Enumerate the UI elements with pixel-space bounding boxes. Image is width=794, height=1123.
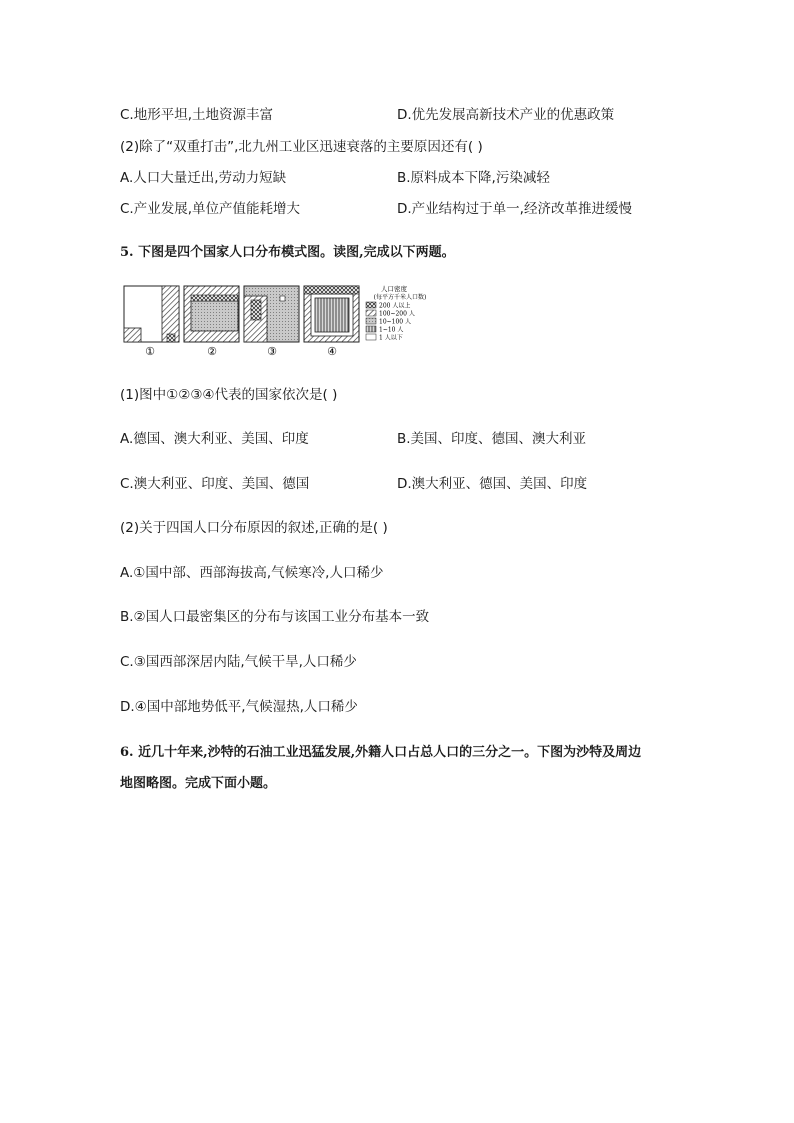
q6-stem-line-2: 地图略图。完成下面小题。 [120,776,277,791]
q5-sub1-option-a: A.德国、澳大利亚、美国、印度 [120,431,309,447]
population-distribution-figure [122,284,444,358]
q5-sub2-option-b: B.②国人口最密集区的分布与该国工业分布基本一致 [120,609,430,625]
legend-item-4: 1~10 人 [379,326,404,334]
q5-sub2-stem: (2)关于四国人口分布原因的叙述,正确的是( ) [120,520,388,536]
q5-sub1-stem: (1)图中①②③④代表的国家依次是( ) [120,387,338,403]
legend-item-5: 1 人以下 [379,334,403,342]
legend-swatch-3 [366,318,376,324]
q5-sub2-option-a: A.①国中部、西部海拔高,气候寒冷,人口稀少 [120,565,384,581]
legend-swatch-5 [366,334,376,340]
panel-label-4: ④ [327,345,337,358]
panel-label-2: ② [207,345,217,358]
legend-swatch-2 [366,310,376,316]
q4-sub2-option-b: B.原料成本下降,污染减轻 [397,170,550,186]
q6-stem-line-1: 6. 近几十年来,沙特的石油工业迅猛发展,外籍人口占总人口的三分之一。下图为沙特及周边 [120,745,642,760]
q5-sub2-option-c: C.③国西部深居内陆,气候干旱,人口稀少 [120,654,357,670]
legend-subtitle: (每平方千米人口数) [373,294,427,301]
q5-sub1-option-d: D.澳大利亚、德国、美国、印度 [397,476,588,492]
q4-option-c: C.地形平坦,土地资源丰富 [120,107,274,123]
q4-option-d: D.优先发展高新技术产业的优惠政策 [397,107,615,123]
q4-sub2-option-a: A.人口大量迁出,劳动力短缺 [120,170,287,186]
q5-sub1-option-b: B.美国、印度、德国、澳大利亚 [397,431,587,447]
q4-sub2-option-c: C.产业发展,单位产值能耗增大 [120,201,301,217]
figure-panel-3 [244,286,299,342]
figure-panel-1 [124,286,179,342]
panel-label-3: ③ [267,345,277,358]
q4-sub2-stem: (2)除了“双重打击”,北九州工业区迅速衰落的主要原因还有( ) [120,139,483,155]
panel-label-1: ① [145,345,155,358]
q5-stem: 5. 下图是四个国家人口分布模式图。读图,完成以下两题。 [120,245,455,260]
legend-item-1: 200 人以上 [379,302,411,310]
legend-swatch-1 [366,302,376,308]
legend-title: 人口密度 [381,285,407,293]
q4-sub2-option-d: D.产业结构过于单一,经济改革推进缓慢 [397,201,632,217]
figure-legend [366,284,426,342]
q5-sub2-option-d: D.④国中部地势低平,气候湿热,人口稀少 [120,699,358,715]
legend-item-2: 100~200 人 [379,310,415,318]
legend-swatch-4 [366,326,376,332]
legend-item-3: 10~100 人 [379,318,412,326]
figure-panel-4 [304,286,359,342]
q5-sub1-option-c: C.澳大利亚、印度、美国、德国 [120,476,310,492]
figure-panel-2 [184,286,239,342]
